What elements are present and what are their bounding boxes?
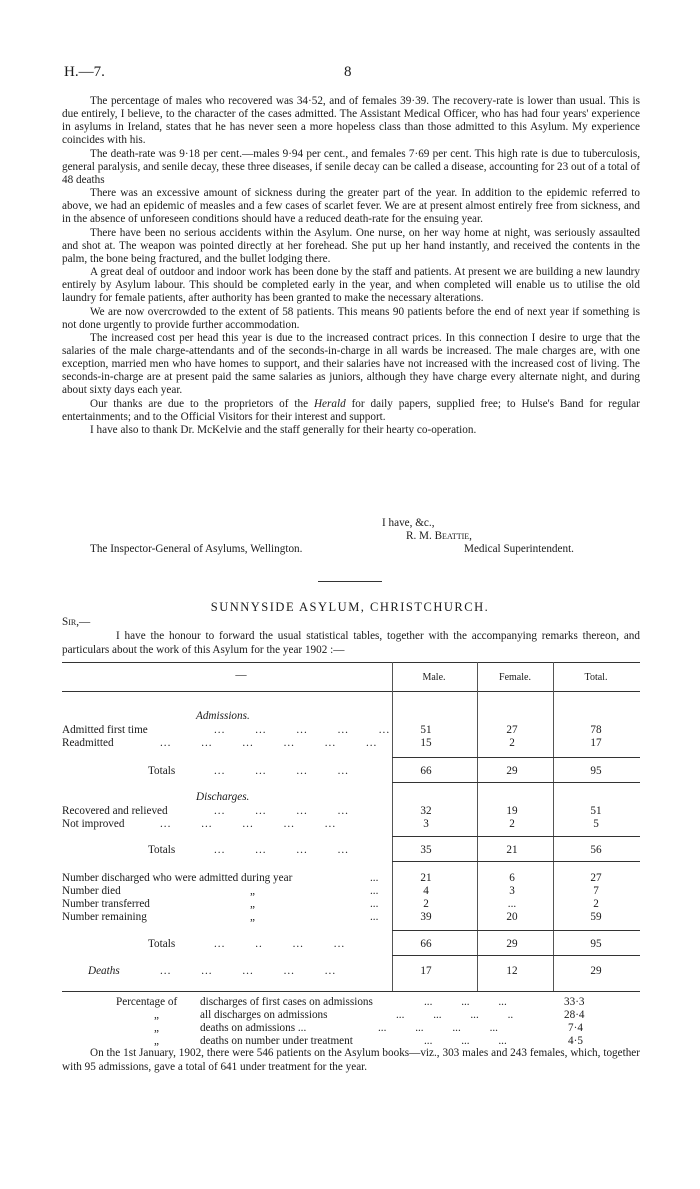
row-leader: ... (370, 885, 379, 897)
intro-paragraph (62, 629, 640, 657)
cell-female: 21 (506, 844, 518, 856)
column-header-male: Male. (422, 672, 446, 683)
ditto-mark: „ (154, 1022, 159, 1034)
closing-paragraph (62, 1047, 640, 1074)
percentage-label: deaths on number under treatment (200, 1035, 353, 1047)
row-leader: ... ... ... ... (214, 844, 349, 856)
row-label: Admitted first time (62, 724, 148, 736)
row-label: Not improved (62, 818, 125, 830)
signatory-title: Medical Superintendent. (464, 543, 574, 556)
cell-male: 35 (420, 844, 432, 856)
row-label: Recovered and relieved (62, 805, 168, 817)
cell-female: 12 (506, 965, 518, 977)
cell-male: 66 (420, 765, 432, 777)
row-leader: ... ... ... .. (396, 1009, 514, 1021)
cell-female: 29 (506, 938, 518, 950)
row-label: Number transferred (62, 898, 150, 910)
column-header-total: Total. (584, 672, 608, 683)
totals-label: Totals (148, 938, 176, 950)
subtotal-rule (392, 955, 640, 956)
ditto-mark: „ (250, 898, 255, 910)
ditto-mark: „ (250, 911, 255, 923)
ditto-mark: „ (154, 1035, 159, 1047)
subheading-discharges: Discharges. (196, 791, 250, 803)
percentage-label: all discharges on admissions (200, 1009, 328, 1021)
document-reference: H.—7. (64, 64, 105, 80)
row-leader: ... ... ... ... (214, 805, 349, 817)
row-leader: ... ... ... ... (378, 1022, 498, 1034)
ditto-mark: „ (250, 885, 255, 897)
header-dash: — (235, 669, 247, 681)
cell-female: 2 (509, 737, 515, 749)
salutation: Sir,— (62, 616, 91, 628)
cell-female: 27 (506, 724, 518, 736)
subheading-admissions: Admissions. (196, 710, 250, 722)
cell-female: 20 (506, 911, 518, 923)
row-leader: ... .. ... ... (214, 938, 346, 950)
cell-female: 29 (506, 765, 518, 777)
cell-male: 15 (420, 737, 432, 749)
table-bottom-rule (62, 991, 640, 992)
ditto-mark: „ (154, 1009, 159, 1021)
cell-male: 2 (423, 898, 429, 910)
subtotal-rule (392, 930, 640, 931)
row-leader: ... ... ... ... (214, 765, 349, 777)
column-divider (477, 662, 478, 991)
row-leader: ... ... ... (424, 996, 507, 1008)
cell-male: 3 (423, 818, 429, 830)
cell-male: 66 (420, 938, 432, 950)
cell-total: 2 (593, 898, 599, 910)
percentage-label: discharges of first cases on admissions (200, 996, 373, 1008)
paragraph: We are now overcrowded to the extent of 58 patients. This means 90 patients before the end of next year if something is not done urgently to provide further accommodation. (62, 305, 640, 331)
paragraph: There have been no serious accidents within the Asylum. One nurse, on her way home at night, was seriously assaulted and shot at. The weapon was pointed directly at her forehead. She put up her hand instantly, and received the contents in the palm, the bone being fractured, and the bullet lodging there. (62, 226, 640, 265)
signatory-name: R. M. Beattie, (406, 530, 472, 543)
cell-female: ... (507, 898, 517, 910)
paragraph: The percentage of males who recovered was 34·52, and of females 39·39. The recovery-rate is lower than usual. This is due entirely, I believe, to the character of the cases admitted. The Assistant Medical Officer, who has had four years' experience in asylums in Ireland, states that he has never seen a more hopeless class than those admitted to this Asylum. My experience coincides with his. (62, 95, 640, 147)
percentage-prefix: Percentage of (116, 996, 178, 1008)
cell-total: 95 (590, 938, 602, 950)
paragraph: I have the honour to forward the usual statistical tables, together with the accompanying remarks thereon, and particulars about the work of this Asylum for the year 1902 :— (62, 630, 640, 656)
section-title: SUNNYSIDE ASYLUM, CHRISTCHURCH. (210, 600, 490, 614)
cell-total: 95 (590, 765, 602, 777)
cell-female: 3 (509, 885, 515, 897)
percentage-value: 33·3 (564, 996, 585, 1008)
row-leader: ... ... ... (424, 1035, 507, 1047)
sign-off: I have, &c., (382, 517, 435, 529)
cell-male: 4 (423, 885, 429, 897)
row-leader: ... ... ... ... ... ... (160, 737, 378, 749)
paragraph: I have also to thank Dr. McKelvie and the staff generally for their hearty co-operation. (90, 423, 477, 436)
row-leader: ... (370, 872, 379, 884)
paragraph: Our thanks are due to the proprietors of the Herald for daily papers, supplied free; to Hulse's Band for regular entertainments; and to the Official Visitors for their interest and support. (62, 397, 640, 423)
addressee: The Inspector-General of Asylums, Wellington. (90, 543, 303, 556)
totals-label: Totals (148, 765, 176, 777)
row-leader: ... ... ... ... ... (160, 965, 337, 977)
percentage-value: 28·4 (564, 1009, 585, 1021)
cell-total: 56 (590, 844, 602, 856)
subtotal-rule (392, 757, 640, 758)
paragraph: On the 1st January, 1902, there were 546 patients on the Asylum books—viz., 303 males and 243 females, which, together with 95 admissions, gave a total of 641 under treatment for the year. (62, 1047, 640, 1073)
section-divider (318, 581, 382, 582)
row-leader: ... ... ... ... ... (160, 818, 337, 830)
report-body (62, 95, 640, 437)
row-leader: ... ... ... ... ... (214, 724, 391, 736)
cell-male: 39 (420, 911, 432, 923)
subtotal-rule (392, 836, 640, 837)
paragraph: There was an excessive amount of sickness during the greater part of the year. In addition to the epidemic referred to above, we had an epidemic of measles and a few cases of scarlet fever. We are at present almost entirely free from sickness, and in the absence of unforeseen conditions should have a reduced death-rate for the ensuing year. (62, 187, 640, 226)
cell-total: 51 (590, 805, 602, 817)
row-label: Deaths (88, 965, 120, 977)
row-leader: ... (370, 898, 379, 910)
percentage-value: 7·4 (568, 1022, 583, 1034)
cell-total: 7 (593, 885, 599, 897)
percentage-value: 4·5 (568, 1035, 583, 1047)
percentage-label: deaths on admissions ... (200, 1022, 307, 1034)
row-label: Number remaining (62, 911, 147, 923)
column-divider (553, 662, 554, 991)
cell-male: 17 (420, 965, 432, 977)
column-divider (392, 662, 393, 991)
cell-total: 59 (590, 911, 602, 923)
totals-label: Totals (148, 844, 176, 856)
row-label: Readmitted (62, 737, 114, 749)
cell-male: 21 (420, 872, 432, 884)
row-label: Number discharged who were admitted during year (62, 872, 293, 884)
cell-female: 2 (509, 818, 515, 830)
cell-male: 51 (420, 724, 432, 736)
cell-female: 19 (506, 805, 518, 817)
cell-female: 6 (509, 872, 515, 884)
cell-total: 29 (590, 965, 602, 977)
signature-block (62, 517, 640, 556)
column-header-female: Female. (499, 672, 531, 683)
cell-total: 27 (590, 872, 602, 884)
subtotal-rule (392, 782, 640, 783)
cell-total: 5 (593, 818, 599, 830)
cell-male: 32 (420, 805, 432, 817)
paragraph: A great deal of outdoor and indoor work has been done by the staff and patients. At present we are building a new laundry entirely by Asylum labour. This should be completed early in the year, and when completed will enable us to utilise the old laundry for female patients, after authority has been granted to make the necessary alterations. (62, 266, 640, 305)
subtotal-rule (392, 861, 640, 862)
row-leader: ... (370, 911, 379, 923)
cell-total: 78 (590, 724, 602, 736)
cell-total: 17 (590, 737, 602, 749)
paragraph: The increased cost per head this year is due to the increased contract prices. In this connection I desire to urge that the salaries of the male charge-attendants and of the seconds-in-charge in all wards be increased. The male charges are, with one exception, married men who have homes to support, and their salaries have not increased with the increased cost of living. The seconds-in-charge are at present paid the same salaries as juniors, although they have charge every alternate night, and during about sixty days each year. (62, 331, 640, 397)
paragraph: The death-rate was 9·18 per cent.—males 9·94 per cent., and females 7·69 per cent. This high rate is due to tuberculosis, general paralysis, and senile decay, these three diseases, if senile decay can be called a disease, accounting for 23 out of a total of 48 deaths (62, 147, 640, 186)
row-label: Number died (62, 885, 121, 897)
page-number: 8 (344, 64, 352, 80)
